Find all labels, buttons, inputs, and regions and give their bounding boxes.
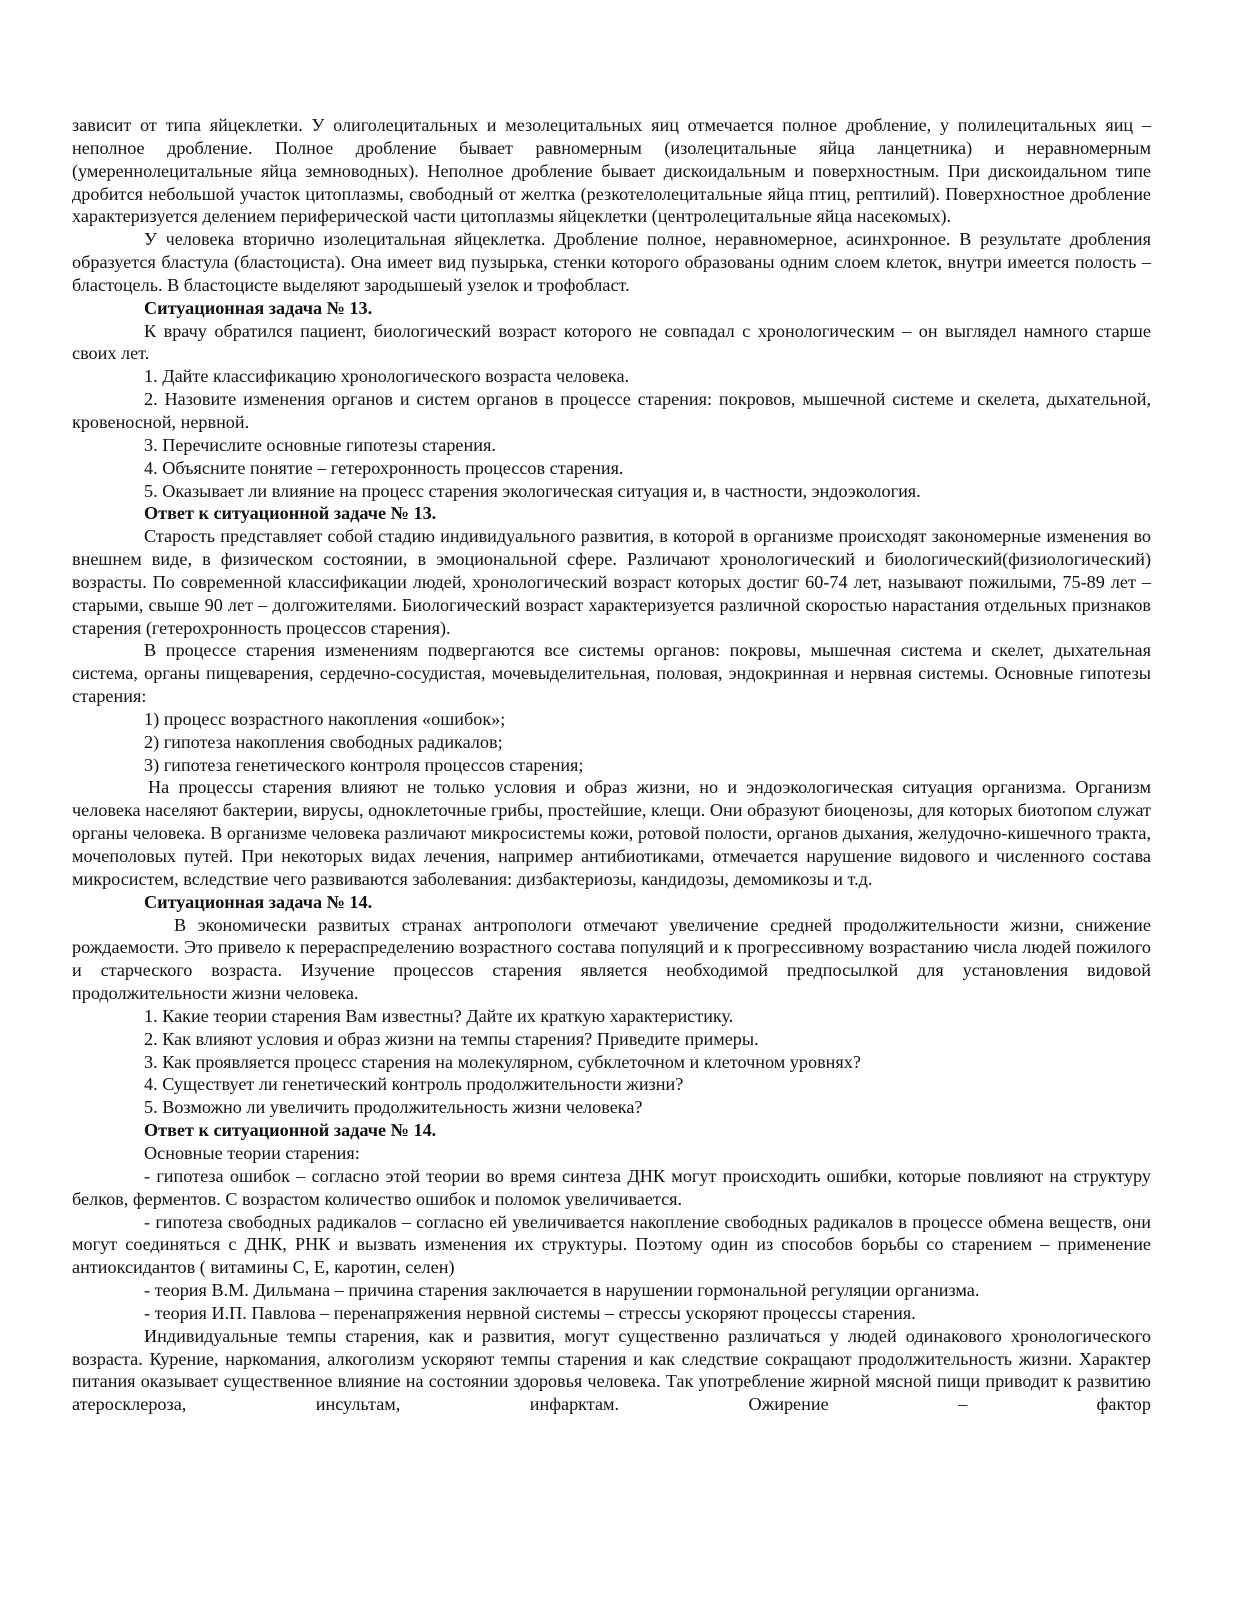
paragraph: зависит от типа яйцеклетки. У олиголецитальных и мезолецитальных яиц отмечается полное дробление, у полилецитальных яиц – неполное дробление. Полное дробление бывает равномерным (изолецитальные яйца ланцетника) и неравномерным (умереннолецитальные яйца земноводных). Неполное дробление бывает дискоидальным и поверхностным. При дискоидальном типе дробится небольшой участок цитоплазмы, свободный от желтка (резкотелолецитальные яйца птиц, рептилий). Поверхностное дробление характеризуется делением периферической части цитоплазмы яйцеклетки (центролецитальные яйца насекомых). xyxy=(72,115,1151,227)
paragraph: 2. Назовите изменения органов и систем органов в процессе старения: покровов, мышечной системе и скелета, дыхательной, кровеносной, нервной. xyxy=(72,389,1151,432)
paragraph: 4. Объясните понятие – гетерохронность процессов старения. xyxy=(144,457,624,478)
paragraph: На процессы старения влияют не только условия и образ жизни, но и эндоэкологическая ситуация организма. Организм человека населяют бактерии, вирусы, одноклеточные грибы, простейшие, клещи. Они образуют биоценозы, для которых биотопом служат органы человека. В организме человека различают микросистемы кожи, ротовой полости, органов дыхания, желудочно-кишечного тракта, мочеполовых путей. При некоторых видах лечения, например антибиотиками, отмечается нарушение видового и численного состава микросистем, вследствие чего развиваются заболевания: дизбактериозы, кандидозы, демомикозы и т.д. xyxy=(72,777,1151,889)
paragraph: 5. Оказывает ли влияние на процесс старения экологическая ситуация и, в частности, эндоэкология. xyxy=(144,480,921,501)
paragraph: - гипотеза свободных радикалов – согласно ей увеличивается накопление свободных радикалов в процессе обмена веществ, они могут соединяться с ДНК, РНК и вызвать изменения их структуры. Поэтому один из способов борьбы со старением – применение антиоксидантов ( витамины С, Е, каротин, селен) xyxy=(72,1211,1151,1278)
paragraph: У человека вторично изолецитальная яйцеклетка. Дробление полное, неравномерное, асинхронное. В результате дробления образуется бластула (бластоциста). Она имеет вид пузырька, стенки которого образованы одним слоем клеток, внутри имеется полость – бластоцель. В бластоцисте выделяют зародышеый узелок и трофобласт. xyxy=(72,229,1151,295)
paragraph: 4. Существует ли генетический контроль продолжительности жизни? xyxy=(144,1074,684,1095)
paragraph: В процессе старения изменениям подвергаются все системы органов: покровы, мышечная система и скелет, дыхательная система, органы пищеварения, сердечно-сосудистая, мочевыделительная, половая, эндокринная и нервная системы. Основные гипотезы старения: xyxy=(72,640,1151,707)
paragraph: 3. Как проявляется процесс старения на молекулярном, субклеточном и клеточном уровнях? xyxy=(144,1051,861,1072)
section-heading: Ответ к ситуационной задаче № 13. xyxy=(144,503,437,524)
paragraph: 2) гипотеза накопления свободных радикалов; xyxy=(144,731,503,752)
paragraph: К врачу обратился пациент, биологический возраст которого не совпадал с хронологическим – он выглядел намного старше своих лет. xyxy=(72,320,1151,364)
section-heading: Ситуационная задача № 14. xyxy=(144,891,373,912)
paragraph: Основные теории старения: xyxy=(144,1142,360,1163)
paragraph: 2. Как влияют условия и образ жизни на темпы старения? Приведите примеры. xyxy=(144,1028,759,1049)
paragraph: 5. Возможно ли увеличить продолжительность жизни человека? xyxy=(144,1097,643,1118)
paragraph: - теория В.М. Дильмана – причина старения заключается в нарушении гормональной регуляции организма. xyxy=(144,1280,980,1301)
section-heading: Ситуационная задача № 13. xyxy=(144,297,373,318)
paragraph: 1. Дайте классификацию хронологического возраста человека. xyxy=(144,366,630,387)
paragraph: 3. Перечислите основные гипотезы старения. xyxy=(144,434,496,455)
paragraph: - гипотеза ошибок – согласно этой теории во время синтеза ДНК могут происходить ошибки, которые повлияют на структуру белков, ферментов. С возрастом количество ошибок и поломок увеличивается. xyxy=(72,1165,1151,1209)
paragraph: Индивидуальные темпы старения, как и развития, могут существенно различаться у людей одинакового хронологического возраста. Курение, наркомания, алкоголизм ускоряют темпы старения и как следствие сокращают продолжительность жизни. Характер питания оказывает существенное влияние на состоянии здоровья человека. Так употребление жирной мясной пищи приводит к развитию атеросклероза, инсультам, инфарктам. Ожирение – фактор xyxy=(72,1325,1151,1415)
paragraph: - теория И.П. Павлова – перенапряжения нервной системы – стрессы ускоряют процессы старения. xyxy=(144,1302,916,1323)
paragraph: 1. Какие теории старения Вам известны? Дайте их краткую характеристику. xyxy=(144,1005,734,1026)
paragraph: Старость представляет собой стадию индивидуального развития, в которой в организме происходят закономерные изменения во внешнем виде, в физическом состоянии, в эмоциональной сфере. Различают хронологический и биологический(физиологический) возрасты. По современной классификации людей, хронологический возраст которых достиг 60-74 лет, называют пожилыми, 75-89 лет – старыми, свыше 90 лет – долгожителями. Биологический возраст характеризуется различной скоростью нарастания отдельных признаков старения (гетерохронность процессов старения). xyxy=(72,526,1151,638)
paragraph: В экономически развитых странах антропологи отмечают увеличение средней продолжительности жизни, снижение рождаемости. Это привело к перераспределению возрастного состава популяций и к прогрессивному возрастанию числа людей пожилого и старческого возраста. Изучение процессов старения является необходимой предпосылкой для установления видовой продолжительности жизни человека. xyxy=(72,914,1151,1004)
section-heading: Ответ к ситуационной задаче № 14. xyxy=(144,1120,437,1141)
paragraph: 3) гипотеза генетического контроля процессов старения; xyxy=(144,754,584,775)
paragraph: 1) процесс возрастного накопления «ошибок»; xyxy=(144,708,506,729)
